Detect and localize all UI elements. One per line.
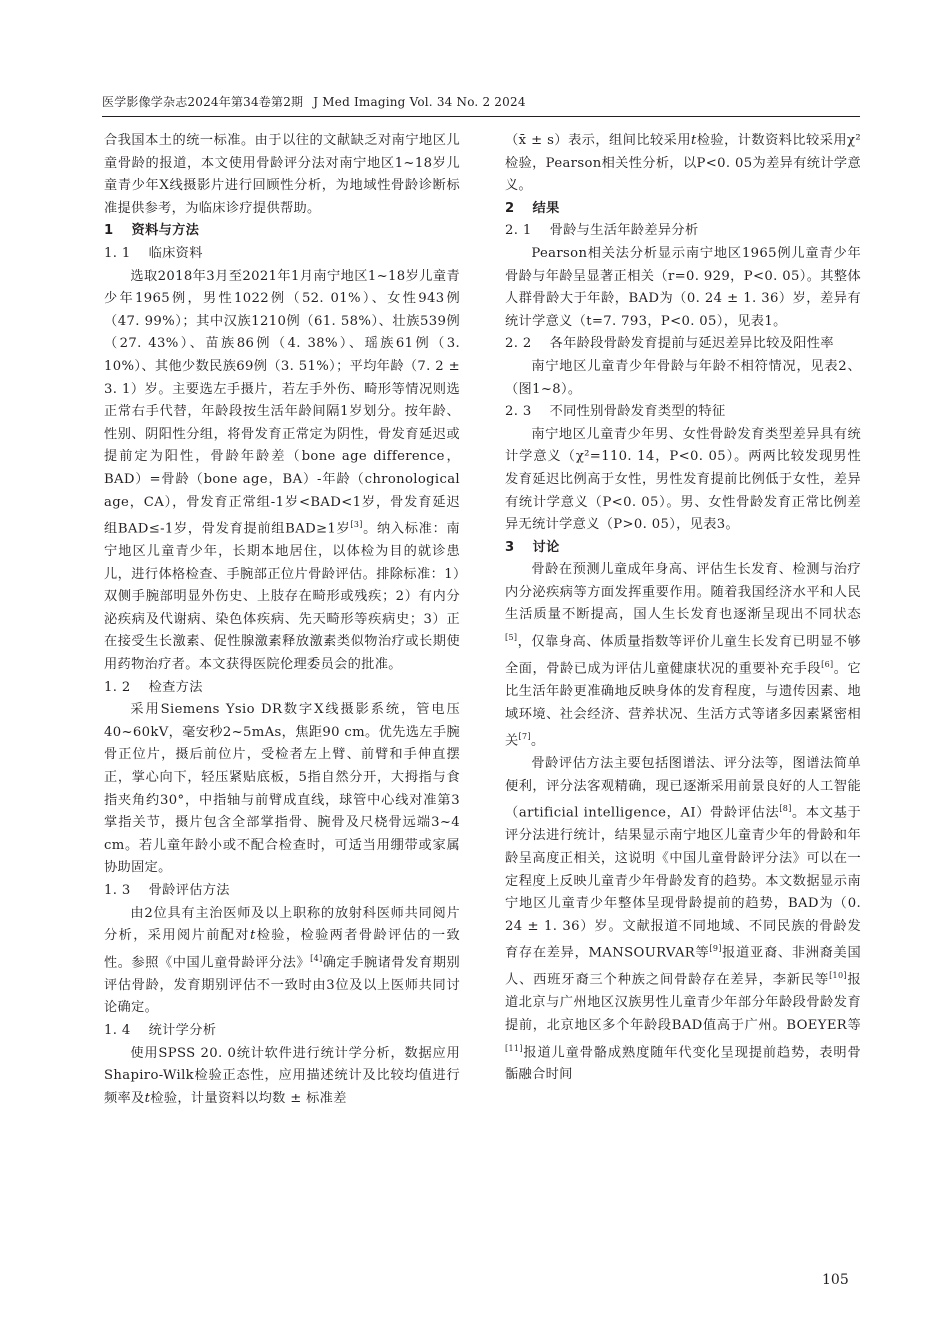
text-run: 。本文基于评分法进行统计，结果显示南宁地区儿童青少年的骨龄和年龄呈高度正相关，这说明《中国儿童骨龄评分法》可以在一定程度上反映儿童青少年骨龄发育的趋势。本文数据显示南宁地区儿童青少年整体呈现骨龄提前的趋势，BAD为（0. 24 ± 1. 36）岁。文献报道不同地域、不同民族的骨龄发育存在差异，MANSOURVAR等 [505, 805, 861, 961]
subsection-title: 统计学分析 [148, 1022, 217, 1038]
paragraph [505, 130, 861, 198]
subsection-number: 2. 1 [505, 223, 532, 239]
paragraph [104, 1043, 460, 1111]
paragraph [104, 266, 460, 677]
citation: [10] [829, 971, 847, 981]
text-run: 确定手腕诸骨发育期别评估骨龄，发育期别评估不一致时由3位及以上医师共同讨论确定。 [104, 955, 461, 1016]
paragraph [104, 903, 460, 1020]
page-number: 105 [822, 1272, 849, 1288]
subsection-number: 1. 4 [104, 1022, 131, 1038]
text-run: 选取2018年3月至2021年1月南宁地区1~18岁儿童青少年1965例，男性1022例（52. 01%）、女性943例（47. 99%）；其中汉族1210例（61. 58%）、壮族539例（27. 43%）、苗族86例（4. 38%）、瑶族61例（3. 10%）、其他少数民族69例（3. 51%）；平均年龄（7. 2 ± 3. 1）岁。主要选左手摄片，若左手外伤、畸形等情况则选正常右手代替，年龄段按生活年龄间隔1岁划分。按年龄、性别、阴阳性分组，将骨发育正常定为阴性，骨发育延迟或提前定为阳性，骨龄年龄差（bone age difference，BAD）=骨龄（bone age，BA）-年龄（chronological age，CA），骨发育正常组-1岁<BAD<1岁，骨发育延迟组BAD≤-1岁，骨发育提前组BAD≥1岁 [104, 268, 460, 537]
text-run: （x̄ ± s）表示，组间比较采用 [505, 133, 691, 148]
text-run: 由2位具有主治医师及以上职称的放射科医师共同阅片分析，采用阅片前配对 [104, 905, 460, 944]
citation: [5] [505, 633, 518, 643]
subsection-number: 2. 2 [505, 336, 532, 352]
paragraph: Pearson相关法分析显示南宁地区1965例儿童青少年骨龄与年龄呈显著正相关（r=0. 929，P<0. 05）。其整体人群骨龄大于年龄，BAD为（0. 24 ± 1. 36）岁，差异有统计学意义（t=7. 793，P<0. 05），见表1。 [505, 245, 861, 329]
section-title: 资料与方法 [131, 223, 200, 239]
subsection-title: 骨龄与生活年龄差异分析 [549, 223, 699, 239]
citation: [9] [709, 944, 722, 954]
running-header [102, 93, 526, 110]
subsection-heading [104, 243, 460, 266]
text-run: 报道儿童骨骼成熟度随年代变化呈现提前趋势，表明骨骺融合时间 [505, 1044, 861, 1083]
citation: [4] [310, 953, 323, 963]
subsection-title: 各年龄段骨龄发育提前与延迟差异比较及阳性率 [549, 336, 834, 352]
italic-t: t [144, 1090, 151, 1106]
text-run: 报道亚裔、非洲裔美国人、西班牙裔三个种族之间骨龄存在差异，李新民等 [505, 945, 862, 988]
section-number: 3 [505, 539, 515, 555]
text-run: 骨龄在预测儿童成年身高、评估生长发育、检测与治疗内分泌疾病等方面发挥重要作用。随着我国经济水平和人民生活质量不断提高，国人生长发育也逐渐呈现出不同状态 [505, 562, 861, 623]
subsection-heading [104, 677, 460, 700]
subsection-heading [505, 333, 861, 356]
text-run: 骨龄评估方法主要包括图谱法、评分法等，图谱法简单便利，评分法客观精确，现已逐渐采用前景良好的人工智能（artificial intelligence，AI）骨龄评估法 [505, 756, 861, 821]
section-title: 讨论 [532, 539, 560, 555]
text-run: 检验，检验两者骨龄评估的一致性。参照《中国儿童骨龄评分法》 [104, 928, 461, 971]
italic-t: t [249, 928, 256, 944]
subsection-number: 1. 3 [104, 882, 131, 898]
subsection-heading [104, 1020, 460, 1043]
subsection-heading [505, 220, 861, 243]
journal-title-cn: 医学影像学杂志2024年第34卷第2期 [102, 95, 304, 109]
text-run: 检验，计量资料以均数 ± 标准差 [150, 1090, 347, 1106]
paragraph [505, 559, 861, 753]
citation: [11] [505, 1043, 523, 1053]
citation: [6] [821, 660, 834, 670]
subsection-number: 1. 2 [104, 679, 131, 695]
header-rule [102, 116, 860, 117]
subsection-title: 不同性别骨龄发育类型的特征 [549, 404, 726, 420]
subsection-heading [104, 880, 460, 903]
section-number: 2 [505, 200, 515, 216]
text-run: 。 [530, 733, 545, 749]
paragraph: 合我国本土的统一标准。由于以往的文献缺乏对南宁地区儿童骨龄的报道，本文使用骨龄评分法对南宁地区1~18岁儿童青少年X线摄影片进行回顾性分析，为地域性骨龄诊断标准提供参考，为临床诊疗提供帮助。 [104, 133, 460, 216]
right-column [505, 130, 861, 1087]
citation: [8] [779, 804, 792, 814]
section-heading [505, 537, 861, 560]
text-run: 。纳入标准：南宁地区儿童青少年，长期本地居住，以体检为目的就诊患儿，进行体格检查、手腕部正位片骨龄评估。排除标准：1）双侧手腕部明显外伤史、上肢存在畸形或残疾；2）有内分泌疾病及代谢病、染色体疾病、先天畸形等疾病史；3）正在接受生长激素、促性腺激素释放激素类似物治疗或长期使用药物治疗者。本文获得医院伦理委员会的批准。 [104, 521, 460, 673]
text-run: ，仅靠身高、体质量指数等评价儿童生长发育已明显不够全面，骨龄已成为评估儿童健康状况的重要补充手段 [505, 634, 861, 677]
subsection-title: 临床资料 [148, 245, 203, 261]
text-run: 。它比生活年龄更准确地反映身体的发育程度，与遗传因素、地域环境、社会经济、营养状况、生活方式等诸多因素紧密相关 [505, 661, 861, 749]
journal-title-en: J Med Imaging Vol. 34 No. 2 2024 [313, 95, 526, 109]
subsection-title: 检查方法 [148, 679, 203, 695]
section-heading [104, 220, 460, 243]
subsection-number: 2. 3 [505, 404, 532, 420]
paragraph: 南宁地区儿童青少年男、女性骨龄发育类型差异具有统计学意义（χ²=110. 14，P<0. 05）。两两比较发现男性发育延迟比例高于女性，男性发育提前比例低于女性，差异有统计学意义（P<0. 05）。男、女性骨龄发育正常比例差异无统计学意义（P>0. 05），见表3。 [505, 426, 861, 533]
subsection-number: 1. 1 [104, 245, 131, 261]
citation: [7] [518, 732, 531, 742]
paragraph: 采用Siemens Ysio DR数字X线摄影系统，管电压40~60kV，毫安秒2~5mAs，焦距90 cm。优先选左手腕骨正位片，摄后前位片，受检者左上臂、前臂和手伸直摆正，掌心向下，轻压紧贴底板，5指自然分开，大拇指与食指夹角约30°，中指轴与前臂成直线，球管中心线对准第3掌指关节，摄片包含全部掌指骨、腕骨及尺桡骨远端3~4 cm。若儿童年龄小或不配合检查时，可适当用绷带或家属协助固定。 [104, 702, 460, 876]
section-number: 1 [104, 223, 114, 239]
subsection-heading [505, 401, 861, 424]
text-run: 使用SPSS 20. 0统计软件进行统计学分析，数据应用Shapiro-Wilk检验正态性，应用描述统计及比较均值进行频率及 [104, 1045, 460, 1106]
text-run: 检验，计数资料比较采用χ²检验，Pearson相关性分析，以P<0. 05为差异有统计学意义。 [505, 133, 861, 194]
paragraph: 南宁地区儿童青少年骨龄与年龄不相符情况，见表2、（图1~8）。 [505, 358, 861, 397]
subsection-title: 骨龄评估方法 [148, 882, 230, 898]
section-title: 结果 [532, 200, 560, 216]
section-heading [505, 198, 861, 221]
italic-t: t [691, 133, 697, 148]
left-column [104, 130, 460, 1110]
text-run: 报道北京与广州地区汉族男性儿童青少年部分年龄段骨龄发育提前，北京地区多个年龄段BAD值高于广州。BOEYER等 [505, 972, 861, 1033]
citation: [3] [350, 520, 363, 530]
paragraph [505, 753, 861, 1087]
